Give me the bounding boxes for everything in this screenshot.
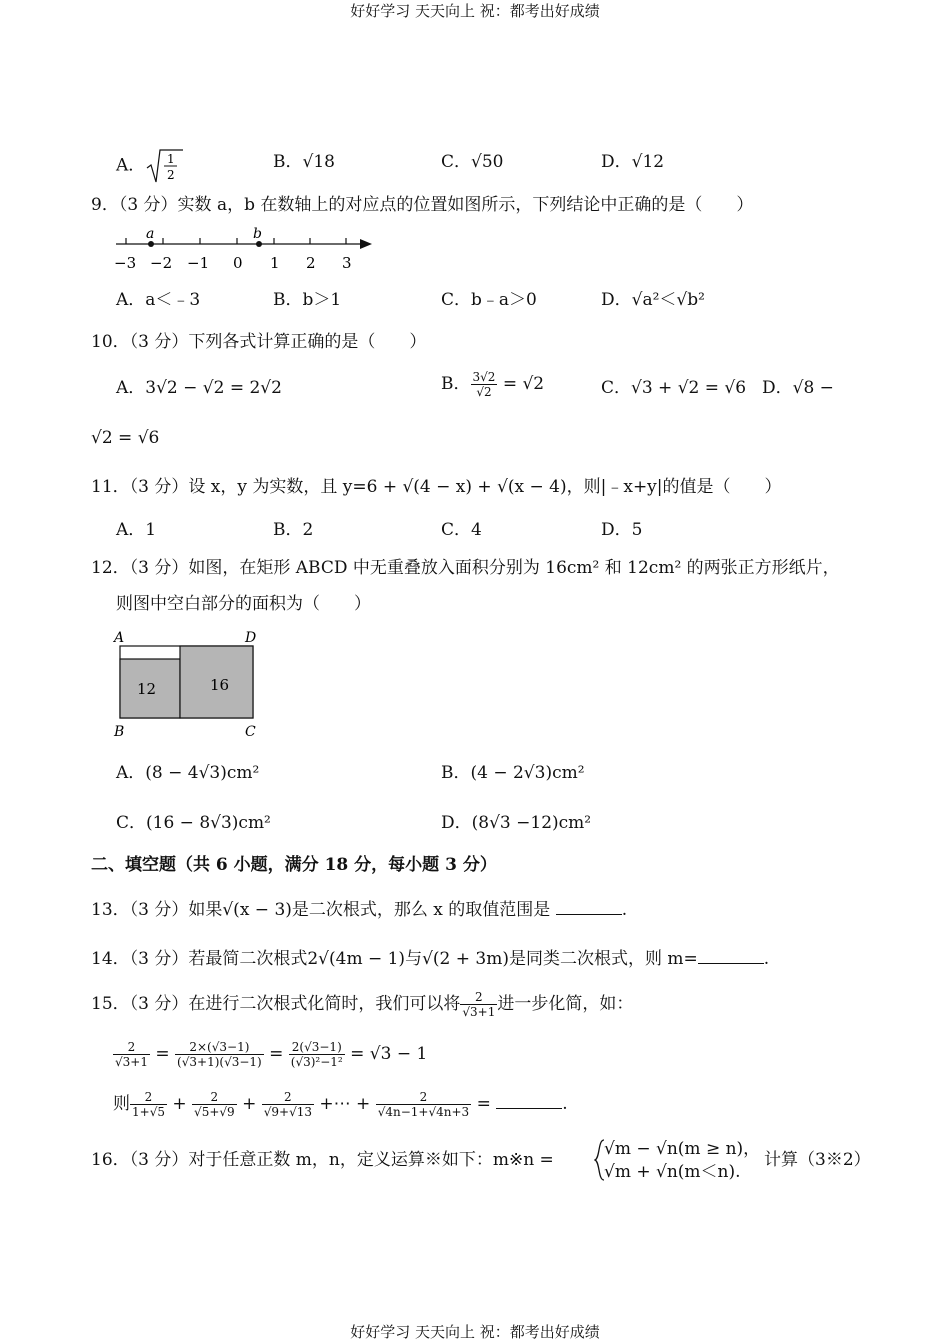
fraction-denominator: √4n−1+√4n+3 [377,1105,470,1119]
vertex-c-label: C [245,724,256,740]
q9-option-c: C．b﹣a＞0 [441,290,537,310]
q13-period: . [621,900,628,920]
q16-case2: √m + √n(m＜n). [604,1162,741,1182]
q11-option-a: A．1 [116,520,157,540]
tick-label: 1 [270,254,280,272]
fraction-numerator: 2 [460,990,497,1005]
fraction [175,1040,264,1069]
fraction-denominator: √3+1 [462,1005,496,1019]
square-12-label: 12 [137,680,157,698]
q11-option-b: B．2 [273,520,314,540]
q12-option-d: D．(8√3 −12)cm² [441,813,592,833]
fraction-numerator: 3√2 [472,370,496,384]
q15-stem [91,990,633,1019]
q8-option-c: C．√50 [441,152,504,172]
q10-option-d-part1: D．√8 − [762,378,834,398]
q12-option-c: C．(16 − 8√3)cm² [116,813,271,833]
fraction-numerator: 2 [113,1040,150,1055]
fraction-denominator: (√3+1)(√3−1) [177,1055,262,1069]
tick-label: 3 [342,254,352,272]
q10-option-a: A．3√2 − √2 = 2√2 [116,378,282,398]
page-header: 好好学习 天天向上 祝：都考出好成绩 [350,2,600,20]
answer-blank[interactable] [698,949,764,964]
answer-blank[interactable] [556,900,622,915]
fraction [113,1040,150,1069]
square-16-label: 16 [210,676,230,694]
sqrt-half-icon [145,148,185,184]
fraction [471,370,498,399]
svg-text:1: 1 [167,152,175,166]
q9-option-a: A．a＜﹣3 [116,290,201,310]
q13-text: 13．（3 分）如果√(x − 3)是二次根式，那么 x 的取值范围是 [91,900,556,920]
tick-label: −2 [150,254,173,272]
q15-then: 则 [113,1094,130,1114]
fraction-denominator: √5+√9 [194,1105,235,1119]
fraction-numerator: 2 [192,1090,237,1105]
option-label: B． [441,374,471,394]
fraction-denominator: (√3)²−1² [290,1055,343,1069]
fraction-numerator: 2 [376,1090,471,1105]
rectangle-figure [108,626,278,742]
fraction-numerator: 2(√3−1) [289,1040,345,1055]
tick-label: −1 [187,254,210,272]
q9-option-d: D．√a²＜√b² [601,290,705,310]
q11-stem: 11．（3 分）设 x，y 为实数，且 y=6 + √(4 − x) + √(x − 4)，则|﹣x+y|的值是（ ） [91,477,782,497]
q8-option-d: D．√12 [601,152,665,172]
q15-period: . [562,1094,568,1114]
q8-option-b: B．√18 [273,152,335,172]
fraction-denominator: 1+√5 [132,1105,165,1119]
q12-stem-line2: 则图中空白部分的面积为（ ） [116,594,371,614]
fraction-numerator: 2×(√3−1) [175,1040,264,1055]
fraction [192,1090,237,1119]
tick-label: −3 [114,254,137,272]
tick-label: 0 [233,254,243,272]
tick-label: 2 [306,254,316,272]
q10-option-c: C．√3 + √2 = √6 [601,378,747,398]
q9-option-b: B．b＞1 [273,290,342,310]
fraction-numerator: 2 [262,1090,314,1105]
section-heading: 二、填空题（共 6 小题，满分 18 分，每小题 3 分） [91,855,497,875]
fraction [262,1090,314,1119]
fraction-denominator: √3+1 [115,1055,148,1069]
q10-option-d-part2: √2 = √6 [91,428,160,448]
q12-option-b: B．(4 − 2√3)cm² [441,763,585,783]
q12-stem-line1: 12．（3 分）如图，在矩形 ABCD 中无重叠放入面积分别为 16cm² 和 12cm² 的两张正方形纸片， [91,558,840,578]
q11-option-d: D．5 [601,520,643,540]
ellipsis: +⋯ + [319,1094,371,1114]
q16-case1: √m − √n(m ≥ n)， [604,1139,761,1159]
q10-option-b [441,370,544,399]
svg-text:2: 2 [167,168,175,182]
answer-blank[interactable] [496,1094,562,1109]
option-rest: = √2 [502,374,545,394]
vertex-a-label: A [114,630,125,646]
fraction [376,1090,471,1119]
equals-sign: = [476,1094,491,1114]
point-a-label: a [146,226,155,242]
point-b-label: b [253,226,262,242]
q10-stem: 10．（3 分）下列各式计算正确的是（ ） [91,332,427,352]
equation-result: = √3 − 1 [350,1044,428,1064]
q16-stem: 16．（3 分）对于任意正数 m，n，定义运算※如下：m※n = [91,1150,554,1170]
fraction [130,1090,167,1119]
q13 [91,898,627,922]
fraction-denominator: √2 [476,385,492,399]
q14-text: 14．（3 分）若最简二次根式2√(4m − 1)与√(2 + 3m)是同类二次根式，则 m= [91,949,698,969]
fraction-numerator: 2 [130,1090,167,1105]
page-footer: 好好学习 天天向上 祝：都考出好成绩 [350,1323,600,1341]
fraction-denominator: √9+√13 [263,1105,312,1119]
q15-sum: 则 $\frac{2}{1+√5}$ + $\frac{2}{√5+√9}$ + $\frac{2}{√9+√13}$ +⋯ + $\frac{2}{√4n-1+√4n+3}$ = . [113,1090,568,1119]
q15-example: $\frac{2}{√3+1}$ = $\frac{2\times(√3-1)}{(√3+1)(√3-1)}$ = $\frac{2(√3-1)}{\text{(√3)²−1²}}$ = √3 − 1 [115,1040,428,1069]
q15-text: 进一步化简，如： [497,994,634,1014]
q11-option-c: C．4 [441,520,482,540]
number-line-figure [110,226,380,274]
q14 [91,947,769,971]
q9-stem: 9．（3 分）实数 a，b 在数轴上的对应点的位置如图所示，下列结论中正确的是（ ） [91,195,754,215]
fraction [289,1040,345,1069]
vertex-d-label: D [245,630,257,646]
q8-option-a: A． 1 2 [116,148,185,184]
q12-option-a: A．(8 − 4√3)cm² [116,763,260,783]
vertex-b-label: B [114,724,125,740]
fraction [460,990,497,1019]
q14-period: . [763,949,770,969]
q16-tail: 计算（3※2） [764,1150,871,1170]
q15-text: 15．（3 分）在进行二次根式化简时，我们可以将 [91,994,461,1014]
